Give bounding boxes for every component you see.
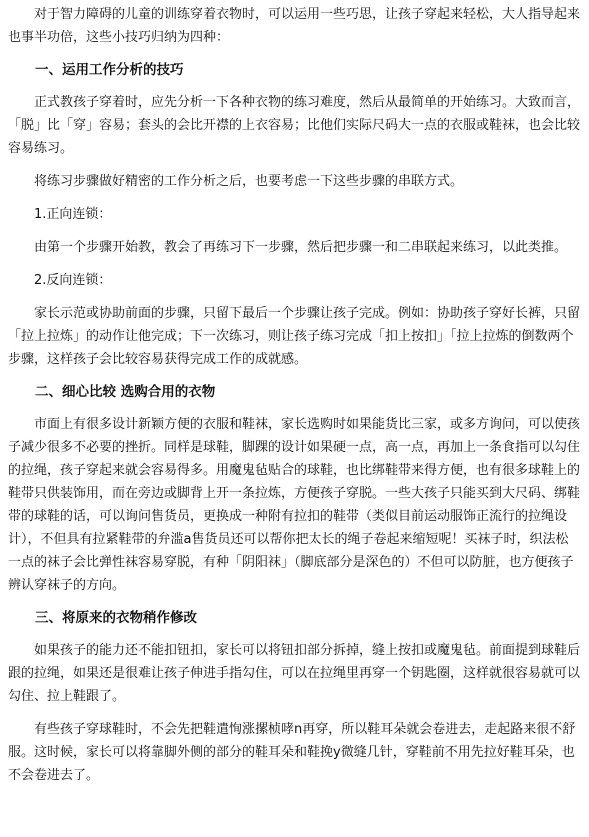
section-1-paragraph: 由第一个步骤开始教，教会了再练习下一步骤，然后把步骤一和二串联起来练习，以此类推。: [34, 240, 568, 255]
section-1-list-label: 1.正向连锁：: [34, 207, 112, 222]
section-3-paragraph: 如果孩子的能力还不能扣钮扣，家长可以将钮扣部分拆掉，缝上按扣或魔鬼毡。前面提到球鞋后跟的拉绳，如果还是很难让孩子伸进手指勾住，可以在拉绳里再穿一个钥匙圈，这样就很容易就可以勾住、拉上鞋跟了。: [8, 643, 581, 704]
section-2-paragraph: 市面上有很多设计新颖方便的衣服和鞋袜，家长选购时如果能货比三家，或多方询问，可以使孩子减少很多不必要的挫折。同样是球鞋，脚踝的设计如果硬一点，高一点，再加上一条食指可以勾住的拉绳，孩子穿起来就会容易得多。用魔鬼毡贴合的球鞋，也比绑鞋带来得方便，也有很多球鞋上的鞋带只供装饰用，而在旁边或脚背上开一条拉炼，方便孩子穿脱。一些大孩子只能买到大尺码、绑鞋带的球鞋的话，可以询问售货员，更换成一种附有拉扣的鞋带（类似目前运动服饰正流行的拉绳设计），不但具有拉紧鞋带的弁滥a售货员还可以帮你把太长的绳子卷起来缩短呢！买袜子时，织法松一点的袜子会比弹性袜容易穿脱，有种「阴阳袜」（脚底部分是深色的）不但可以防脏，也方便孩子辨认穿袜子的方向。: [8, 417, 581, 593]
intro-paragraph: 对于智力障碍的儿童的训练穿着衣物时，可以运用一些巧思，让孩子穿起来轻松，大人指导起来也事半功倍，这些小技巧归纳为四种：: [8, 7, 581, 45]
section-1-paragraph: 正式教孩子穿着时，应先分析一下各种衣物的练习难度，然后从最简单的开始练习。大致而言，「脱」比「穿」容易；套头的会比开襟的上衣容易；比他们实际尺码大一点的衣服或鞋袜，也会比较容易练习。: [8, 95, 581, 156]
section-1-paragraph: 家长示范或协助前面的步骤，只留下最后一个步骤让孩子完成。例如：协助孩子穿好长裤，只留「拉上拉炼」的动作让他完成；下一次练习，则让孩子练习完成「扣上按扣」「拉上拉炼的倒数两个步骤，这样孩子会比较容易获得完成工作的成就感。: [8, 306, 581, 367]
section-3-paragraph: 有些孩子穿球鞋时，不会先把鞋遣恂涨摞桢哮n再穿，所以鞋耳朵就会卷进去，走起路来很不舒服。这时候，家长可以将靠脚外侧的部分的鞋耳朵和鞋挽y微缝几针，穿鞋前不用先拉好鞋耳朵，也不会卷进去了。: [8, 722, 576, 783]
section-1-paragraph: 将练习步骤做好精密的工作分析之后，也要考虑一下这些步骤的串联方式。: [34, 174, 464, 189]
section-3-heading: 三、将原来的衣物稍作修改: [35, 610, 197, 626]
section-2-heading: 二、细心比较 选购合用的衣物: [35, 384, 216, 400]
section-1-heading: 一、运用工作分析的技巧: [35, 62, 184, 78]
section-1-list-label: 2.反向连锁：: [34, 273, 112, 288]
